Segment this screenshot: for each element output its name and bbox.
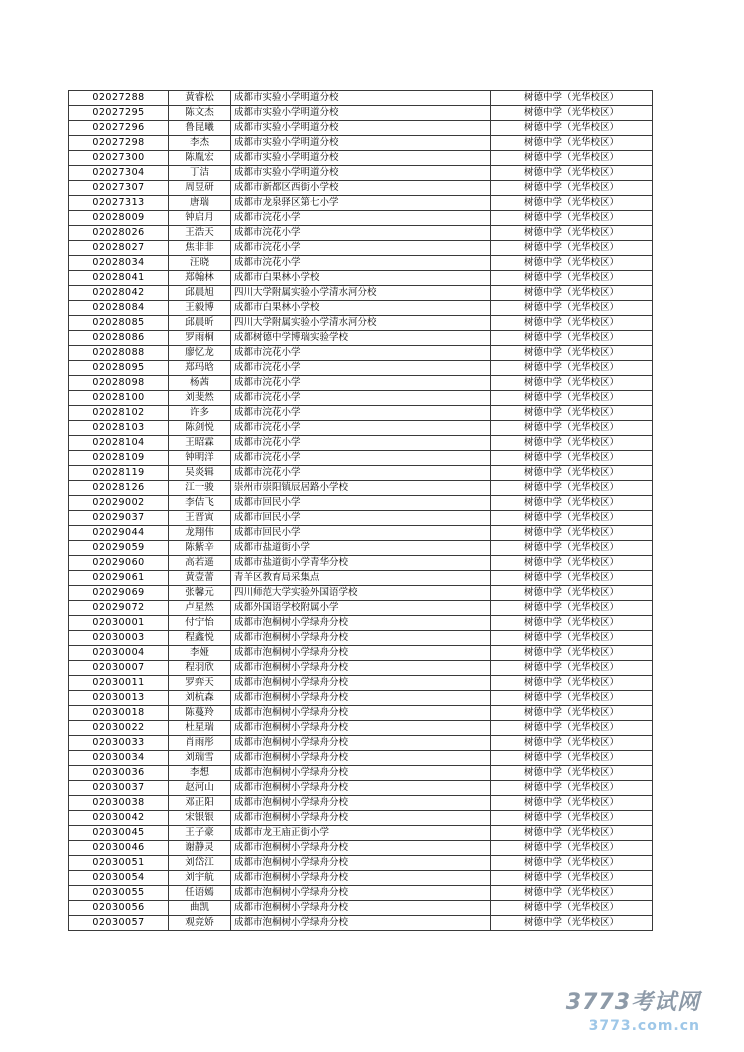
student-name-cell: 廖忆龙: [169, 346, 231, 361]
student-name-cell: 刘瑞雪: [169, 751, 231, 766]
assigned-school-cell: 树德中学（光华校区）: [491, 391, 653, 406]
student-id-cell: 02030038: [69, 796, 169, 811]
assigned-school-cell: 树德中学（光华校区）: [491, 376, 653, 391]
student-id-cell: 02030001: [69, 616, 169, 631]
student-id-cell: 02028085: [69, 316, 169, 331]
student-name-cell: 刘宇航: [169, 871, 231, 886]
primary-school-cell: 青羊区教育局采集点: [231, 571, 491, 586]
primary-school-cell: 成都树德中学博瑞实验学校: [231, 331, 491, 346]
student-name-cell: 周昱研: [169, 181, 231, 196]
student-name-cell: 王晋寅: [169, 511, 231, 526]
assigned-school-cell: 树德中学（光华校区）: [491, 436, 653, 451]
student-name-cell: 王浩天: [169, 226, 231, 241]
student-name-cell: 许多: [169, 406, 231, 421]
assigned-school-cell: 树德中学（光华校区）: [491, 511, 653, 526]
assigned-school-cell: 树德中学（光华校区）: [491, 271, 653, 286]
assigned-school-cell: 树德中学（光华校区）: [491, 286, 653, 301]
primary-school-cell: 成都市回民小学: [231, 526, 491, 541]
assigned-school-cell: 树德中学（光华校区）: [491, 226, 653, 241]
student-name-cell: 王昭霖: [169, 436, 231, 451]
student-name-cell: 杜星瑞: [169, 721, 231, 736]
student-id-cell: 02028009: [69, 211, 169, 226]
table-row: [69, 841, 653, 856]
watermark-site-name: 3773考试网: [565, 990, 700, 1015]
table-row: [69, 781, 653, 796]
primary-school-cell: 成都市泡桐树小学绿舟分校: [231, 901, 491, 916]
student-id-cell: 02028095: [69, 361, 169, 376]
student-id-cell: 02028098: [69, 376, 169, 391]
assigned-school-cell: 树德中学（光华校区）: [491, 421, 653, 436]
primary-school-cell: 成都市泡桐树小学绿舟分校: [231, 736, 491, 751]
primary-school-cell: 成都市浣花小学: [231, 241, 491, 256]
student-id-cell: 02027288: [69, 91, 169, 106]
primary-school-cell: 成都市白果林小学校: [231, 301, 491, 316]
primary-school-cell: 成都市泡桐树小学绿舟分校: [231, 706, 491, 721]
student-id-cell: 02027295: [69, 106, 169, 121]
assigned-school-cell: 树德中学（光华校区）: [491, 466, 653, 481]
primary-school-cell: 成都市盐道街小学: [231, 541, 491, 556]
table-row: [69, 496, 653, 511]
student-id-cell: 02027313: [69, 196, 169, 211]
student-id-cell: 02030057: [69, 916, 169, 931]
table-row: [69, 811, 653, 826]
primary-school-cell: 成都市浣花小学: [231, 421, 491, 436]
assigned-school-cell: 树德中学（光华校区）: [491, 496, 653, 511]
primary-school-cell: 成都市浣花小学: [231, 466, 491, 481]
primary-school-cell: 成都市浣花小学: [231, 256, 491, 271]
primary-school-cell: 成都市浣花小学: [231, 376, 491, 391]
student-name-cell: 张馨元: [169, 586, 231, 601]
table-row: [69, 406, 653, 421]
student-name-cell: 李佶飞: [169, 496, 231, 511]
table-row: [69, 136, 653, 151]
table-row: [69, 616, 653, 631]
assigned-school-cell: 树德中学（光华校区）: [491, 361, 653, 376]
student-name-cell: 罗雨桐: [169, 331, 231, 346]
table-row: [69, 451, 653, 466]
table-row: [69, 106, 653, 121]
assigned-school-cell: 树德中学（光华校区）: [491, 166, 653, 181]
assigned-school-cell: 树德中学（光华校区）: [491, 691, 653, 706]
primary-school-cell: 成都市实验小学明道分校: [231, 106, 491, 121]
primary-school-cell: 成都市浣花小学: [231, 406, 491, 421]
student-name-cell: 杨茜: [169, 376, 231, 391]
student-name-cell: 程鑫悦: [169, 631, 231, 646]
primary-school-cell: 成都市泡桐树小学绿舟分校: [231, 721, 491, 736]
primary-school-cell: 成都市泡桐树小学绿舟分校: [231, 646, 491, 661]
primary-school-cell: 崇州市崇阳镇辰居路小学校: [231, 481, 491, 496]
primary-school-cell: 四川大学附属实验小学清水河分校: [231, 316, 491, 331]
student-name-cell: 曲凯: [169, 901, 231, 916]
table-row: [69, 331, 653, 346]
assigned-school-cell: 树德中学（光华校区）: [491, 646, 653, 661]
student-id-cell: 02029072: [69, 601, 169, 616]
watermark-site-url: 3773.com.cn: [588, 1018, 700, 1034]
student-name-cell: 陈蔓羚: [169, 706, 231, 721]
student-id-cell: 02030056: [69, 901, 169, 916]
primary-school-cell: 成都市浣花小学: [231, 391, 491, 406]
table-row: [69, 706, 653, 721]
student-name-cell: 李杰: [169, 136, 231, 151]
table-row: [69, 241, 653, 256]
table-row: [69, 871, 653, 886]
student-id-cell: 02030055: [69, 886, 169, 901]
student-name-cell: 唐瑞: [169, 196, 231, 211]
assigned-school-cell: 树德中学（光华校区）: [491, 826, 653, 841]
table-row: [69, 316, 653, 331]
assigned-school-cell: 树德中学（光华校区）: [491, 811, 653, 826]
primary-school-cell: 成都市实验小学明道分校: [231, 166, 491, 181]
student-id-cell: 02030042: [69, 811, 169, 826]
primary-school-cell: 成都市泡桐树小学绿舟分校: [231, 616, 491, 631]
assigned-school-cell: 树德中学（光华校区）: [491, 136, 653, 151]
assigned-school-cell: 树德中学（光华校区）: [491, 406, 653, 421]
student-name-cell: 焦非非: [169, 241, 231, 256]
table-row: [69, 256, 653, 271]
student-id-cell: 02030007: [69, 661, 169, 676]
student-id-cell: 02029059: [69, 541, 169, 556]
table-row: [69, 526, 653, 541]
primary-school-cell: 成都市回民小学: [231, 511, 491, 526]
student-id-cell: 02028034: [69, 256, 169, 271]
table-row: [69, 901, 653, 916]
student-id-cell: 02028100: [69, 391, 169, 406]
student-name-cell: 刘岱江: [169, 856, 231, 871]
assigned-school-cell: 树德中学（光华校区）: [491, 301, 653, 316]
assigned-school-cell: 树德中学（光华校区）: [491, 841, 653, 856]
table-row: [69, 586, 653, 601]
primary-school-cell: 成都市浣花小学: [231, 451, 491, 466]
primary-school-cell: 成都市龙泉驿区第七小学: [231, 196, 491, 211]
student-id-cell: 02030045: [69, 826, 169, 841]
student-name-cell: 丁洁: [169, 166, 231, 181]
table-row: [69, 796, 653, 811]
student-id-cell: 02030034: [69, 751, 169, 766]
student-id-cell: 02029069: [69, 586, 169, 601]
table-row: [69, 391, 653, 406]
student-id-cell: 02028041: [69, 271, 169, 286]
student-name-cell: 程羽欣: [169, 661, 231, 676]
table-row: [69, 556, 653, 571]
assigned-school-cell: 树德中学（光华校区）: [491, 721, 653, 736]
primary-school-cell: 成都市实验小学明道分校: [231, 91, 491, 106]
student-name-cell: 郑玛晗: [169, 361, 231, 376]
student-id-cell: 02028026: [69, 226, 169, 241]
table-row: [69, 691, 653, 706]
student-name-cell: 邱晨旭: [169, 286, 231, 301]
table-row: [69, 346, 653, 361]
primary-school-cell: 四川师范大学实验外国语学校: [231, 586, 491, 601]
assigned-school-cell: 树德中学（光华校区）: [491, 151, 653, 166]
table-row: [69, 766, 653, 781]
student-name-cell: 王毅博: [169, 301, 231, 316]
student-name-cell: 邓正阳: [169, 796, 231, 811]
table-row: [69, 916, 653, 931]
table-row: [69, 571, 653, 586]
student-id-cell: 02027307: [69, 181, 169, 196]
primary-school-cell: 成都市实验小学明道分校: [231, 121, 491, 136]
table-row: [69, 121, 653, 136]
student-name-cell: 付宁怡: [169, 616, 231, 631]
student-id-cell: 02028027: [69, 241, 169, 256]
assigned-school-cell: 树德中学（光华校区）: [491, 766, 653, 781]
table-row: [69, 721, 653, 736]
table-row: [69, 826, 653, 841]
student-id-cell: 02028126: [69, 481, 169, 496]
student-id-cell: 02030011: [69, 676, 169, 691]
student-name-cell: 龙翔伟: [169, 526, 231, 541]
assigned-school-cell: 树德中学（光华校区）: [491, 901, 653, 916]
primary-school-cell: 成都市泡桐树小学绿舟分校: [231, 856, 491, 871]
student-id-cell: 02028109: [69, 451, 169, 466]
assigned-school-cell: 树德中学（光华校区）: [491, 796, 653, 811]
assigned-school-cell: 树德中学（光华校区）: [491, 181, 653, 196]
assigned-school-cell: 树德中学（光华校区）: [491, 211, 653, 226]
assigned-school-cell: 树德中学（光华校区）: [491, 661, 653, 676]
table-row: [69, 736, 653, 751]
student-id-cell: 02030054: [69, 871, 169, 886]
student-name-cell: 宋银银: [169, 811, 231, 826]
student-name-cell: 刘斐然: [169, 391, 231, 406]
student-name-cell: 罗弈天: [169, 676, 231, 691]
table-row: [69, 751, 653, 766]
student-id-cell: 02030003: [69, 631, 169, 646]
assigned-school-cell: 树德中学（光华校区）: [491, 706, 653, 721]
assigned-school-cell: 树德中学（光华校区）: [491, 586, 653, 601]
assigned-school-cell: 树德中学（光华校区）: [491, 106, 653, 121]
student-id-cell: 02029037: [69, 511, 169, 526]
student-id-cell: 02030004: [69, 646, 169, 661]
table-row: [69, 376, 653, 391]
primary-school-cell: 成都市泡桐树小学绿舟分校: [231, 781, 491, 796]
student-name-cell: 陈剑悦: [169, 421, 231, 436]
assigned-school-cell: 树德中学（光华校区）: [491, 331, 653, 346]
table-row: [69, 166, 653, 181]
student-name-cell: 黄睿松: [169, 91, 231, 106]
assigned-school-cell: 树德中学（光华校区）: [491, 736, 653, 751]
student-id-cell: 02028104: [69, 436, 169, 451]
assigned-school-cell: 树德中学（光华校区）: [491, 91, 653, 106]
student-id-cell: 02030036: [69, 766, 169, 781]
primary-school-cell: 成都市泡桐树小学绿舟分校: [231, 841, 491, 856]
student-name-cell: 李想: [169, 766, 231, 781]
table-row: [69, 541, 653, 556]
primary-school-cell: 成都市泡桐树小学绿舟分校: [231, 796, 491, 811]
student-name-cell: 郑翰林: [169, 271, 231, 286]
table-row: [69, 646, 653, 661]
table-row: [69, 301, 653, 316]
primary-school-cell: 成都外国语学校附属小学: [231, 601, 491, 616]
student-name-cell: 鲁昆曦: [169, 121, 231, 136]
student-id-cell: 02027300: [69, 151, 169, 166]
table-row: [69, 481, 653, 496]
assigned-school-cell: 树德中学（光华校区）: [491, 856, 653, 871]
student-name-cell: 黄壹蕾: [169, 571, 231, 586]
primary-school-cell: 成都市泡桐树小学绿舟分校: [231, 766, 491, 781]
student-name-cell: 邱晨昕: [169, 316, 231, 331]
student-id-cell: 02029002: [69, 496, 169, 511]
student-id-cell: 02030033: [69, 736, 169, 751]
student-id-cell: 02029061: [69, 571, 169, 586]
assigned-school-cell: 树德中学（光华校区）: [491, 916, 653, 931]
student-id-cell: 02029044: [69, 526, 169, 541]
primary-school-cell: 成都市实验小学明道分校: [231, 151, 491, 166]
assigned-school-cell: 树德中学（光华校区）: [491, 571, 653, 586]
primary-school-cell: 成都市泡桐树小学绿舟分校: [231, 631, 491, 646]
student-id-cell: 02029060: [69, 556, 169, 571]
table-row: [69, 466, 653, 481]
table-row: [69, 226, 653, 241]
assigned-school-cell: 树德中学（光华校区）: [491, 751, 653, 766]
primary-school-cell: 成都市浣花小学: [231, 211, 491, 226]
assigned-school-cell: 树德中学（光华校区）: [491, 481, 653, 496]
primary-school-cell: 成都市泡桐树小学绿舟分校: [231, 871, 491, 886]
table-row: [69, 631, 653, 646]
student-id-cell: 02027296: [69, 121, 169, 136]
primary-school-cell: 成都市龙王庙正街小学: [231, 826, 491, 841]
assigned-school-cell: 树德中学（光华校区）: [491, 316, 653, 331]
primary-school-cell: 成都市浣花小学: [231, 346, 491, 361]
assigned-school-cell: 树德中学（光华校区）: [491, 886, 653, 901]
primary-school-cell: 成都市泡桐树小学绿舟分校: [231, 691, 491, 706]
student-id-cell: 02027298: [69, 136, 169, 151]
student-id-cell: 02030022: [69, 721, 169, 736]
table-row: [69, 211, 653, 226]
table-row: [69, 676, 653, 691]
student-name-cell: 王子豪: [169, 826, 231, 841]
student-id-cell: 02030046: [69, 841, 169, 856]
student-id-cell: 02027304: [69, 166, 169, 181]
student-id-cell: 02028086: [69, 331, 169, 346]
student-name-cell: 钟明洋: [169, 451, 231, 466]
student-name-cell: 江一骏: [169, 481, 231, 496]
primary-school-cell: 成都市盐道街小学青华分校: [231, 556, 491, 571]
student-name-cell: 赵河山: [169, 781, 231, 796]
assigned-school-cell: 树德中学（光华校区）: [491, 556, 653, 571]
primary-school-cell: 成都市浣花小学: [231, 436, 491, 451]
assigned-school-cell: 树德中学（光华校区）: [491, 451, 653, 466]
table-row: [69, 886, 653, 901]
primary-school-cell: 四川大学附属实验小学清水河分校: [231, 286, 491, 301]
assigned-school-cell: 树德中学（光华校区）: [491, 631, 653, 646]
assigned-school-cell: 树德中学（光华校区）: [491, 781, 653, 796]
student-id-cell: 02030018: [69, 706, 169, 721]
table-row: [69, 661, 653, 676]
table-row: [69, 151, 653, 166]
assigned-school-cell: 树德中学（光华校区）: [491, 616, 653, 631]
student-roster-table: [68, 90, 653, 931]
table-row: [69, 601, 653, 616]
primary-school-cell: 成都市泡桐树小学绿舟分校: [231, 676, 491, 691]
primary-school-cell: 成都市泡桐树小学绿舟分校: [231, 661, 491, 676]
assigned-school-cell: 树德中学（光华校区）: [491, 676, 653, 691]
student-name-cell: 陈紫辛: [169, 541, 231, 556]
assigned-school-cell: 树德中学（光华校区）: [491, 601, 653, 616]
table-row: [69, 436, 653, 451]
student-id-cell: 02028042: [69, 286, 169, 301]
student-name-cell: 肖雨彤: [169, 736, 231, 751]
student-name-cell: 卢星然: [169, 601, 231, 616]
student-name-cell: 钟启月: [169, 211, 231, 226]
assigned-school-cell: 树德中学（光华校区）: [491, 346, 653, 361]
table-row: [69, 181, 653, 196]
primary-school-cell: 成都市回民小学: [231, 496, 491, 511]
student-id-cell: 02030013: [69, 691, 169, 706]
student-id-cell: 02030037: [69, 781, 169, 796]
assigned-school-cell: 树德中学（光华校区）: [491, 196, 653, 211]
assigned-school-cell: 树德中学（光华校区）: [491, 541, 653, 556]
primary-school-cell: 成都市泡桐树小学绿舟分校: [231, 751, 491, 766]
student-name-cell: 陈胤宏: [169, 151, 231, 166]
student-name-cell: 观竞娇: [169, 916, 231, 931]
assigned-school-cell: 树德中学（光华校区）: [491, 121, 653, 136]
assigned-school-cell: 树德中学（光华校区）: [491, 871, 653, 886]
student-id-cell: 02028102: [69, 406, 169, 421]
table-row: [69, 421, 653, 436]
student-name-cell: 谢静灵: [169, 841, 231, 856]
student-name-cell: 陈文杰: [169, 106, 231, 121]
primary-school-cell: 成都市新都区西街小学校: [231, 181, 491, 196]
primary-school-cell: 成都市浣花小学: [231, 361, 491, 376]
primary-school-cell: 成都市泡桐树小学绿舟分校: [231, 916, 491, 931]
table-row: [69, 856, 653, 871]
student-id-cell: 02028103: [69, 421, 169, 436]
primary-school-cell: 成都市泡桐树小学绿舟分校: [231, 886, 491, 901]
student-id-cell: 02028084: [69, 301, 169, 316]
student-id-cell: 02028088: [69, 346, 169, 361]
assigned-school-cell: 树德中学（光华校区）: [491, 526, 653, 541]
student-name-cell: 高若遥: [169, 556, 231, 571]
primary-school-cell: 成都市泡桐树小学绿舟分校: [231, 811, 491, 826]
table-row: [69, 361, 653, 376]
student-id-cell: 02028119: [69, 466, 169, 481]
student-name-cell: 刘杭森: [169, 691, 231, 706]
assigned-school-cell: 树德中学（光华校区）: [491, 256, 653, 271]
student-name-cell: 汪晓: [169, 256, 231, 271]
student-name-cell: 李娅: [169, 646, 231, 661]
table-row: [69, 271, 653, 286]
student-name-cell: 任语嫣: [169, 886, 231, 901]
table-row: [69, 511, 653, 526]
table-row: [69, 91, 653, 106]
table-row: [69, 286, 653, 301]
primary-school-cell: 成都市浣花小学: [231, 226, 491, 241]
watermark: [566, 985, 700, 1034]
table-row: [69, 196, 653, 211]
assigned-school-cell: 树德中学（光华校区）: [491, 241, 653, 256]
primary-school-cell: 成都市白果林小学校: [231, 271, 491, 286]
student-id-cell: 02030051: [69, 856, 169, 871]
primary-school-cell: 成都市实验小学明道分校: [231, 136, 491, 151]
student-name-cell: 吴炎辑: [169, 466, 231, 481]
